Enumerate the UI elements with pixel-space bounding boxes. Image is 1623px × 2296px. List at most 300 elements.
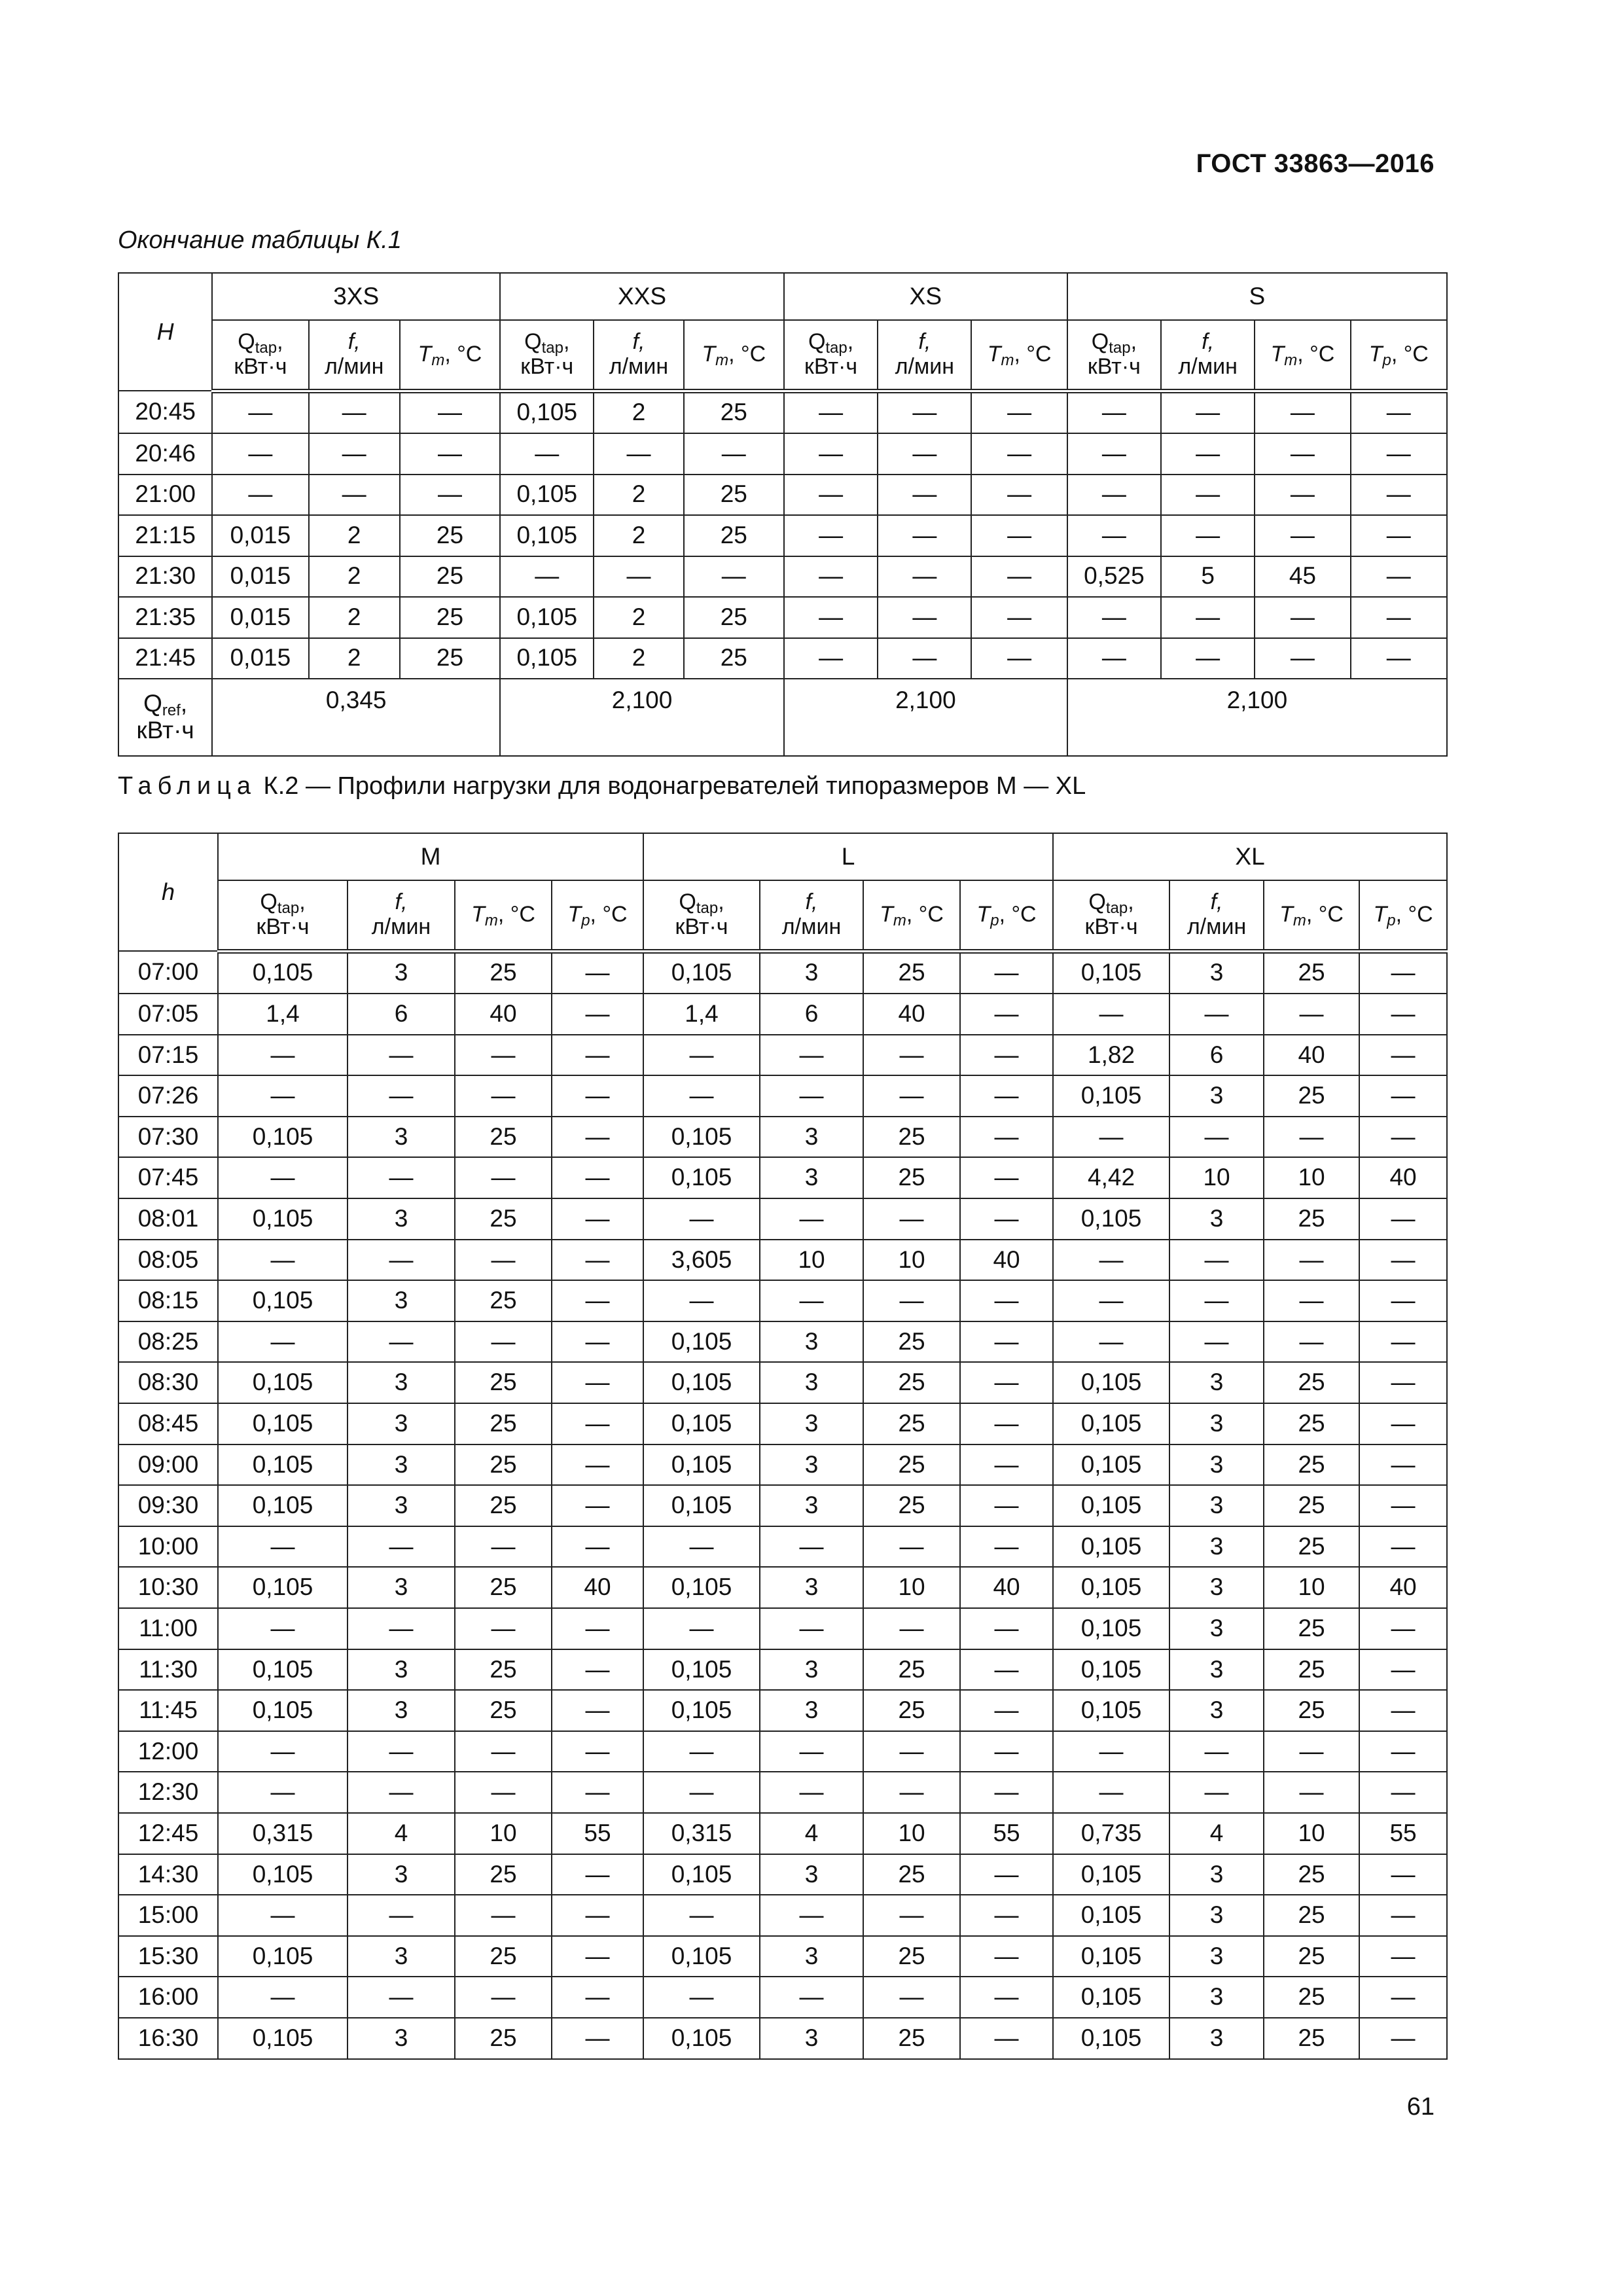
table-k2-subheader-row — [118, 880, 1447, 951]
table-cell: 25 — [684, 391, 784, 433]
table-cell: — — [348, 1772, 455, 1813]
table-cell: — — [309, 391, 400, 433]
table-row — [118, 1485, 1447, 1526]
table-cell: 3 — [348, 1403, 455, 1444]
tm-symbol: T — [880, 902, 893, 927]
tp-unit: , °C — [999, 902, 1037, 927]
table-cell: — — [552, 951, 643, 994]
table-row — [118, 1936, 1447, 1977]
table-cell: 3 — [760, 2018, 863, 2059]
table-cell: — — [552, 1854, 643, 1895]
table-cell: — — [1359, 1403, 1447, 1444]
time-cell: 07:30 — [118, 1117, 218, 1158]
table-cell: — — [1161, 597, 1255, 638]
table-cell: — — [1255, 475, 1350, 516]
table-cell: 3 — [760, 1567, 863, 1608]
table-k1-group-xxs: XXS — [500, 273, 784, 320]
time-cell: 21:35 — [118, 597, 212, 638]
table-cell: 25 — [1264, 1936, 1359, 1977]
table-cell: — — [643, 1075, 760, 1117]
table-cell: 3 — [760, 1485, 863, 1526]
table-cell: 0,105 — [500, 391, 594, 433]
table-cell: — — [1161, 391, 1255, 433]
column-header-q — [212, 320, 308, 391]
table-cell: 0,105 — [218, 951, 348, 994]
table-cell: — — [1161, 475, 1255, 516]
table-cell: — — [212, 433, 308, 475]
table-cell: 55 — [552, 1813, 643, 1854]
document-id: ГОСТ 33863—2016 — [1196, 149, 1435, 178]
table-cell: — — [552, 1649, 643, 1691]
time-cell: 08:01 — [118, 1198, 218, 1240]
f-symbol: f, — [1210, 889, 1223, 915]
table-row — [118, 1035, 1447, 1076]
table-cell: 0,105 — [1053, 951, 1169, 994]
table-cell: 25 — [1264, 1198, 1359, 1240]
table-cell: 10 — [1169, 1157, 1264, 1198]
table-cell: 0,105 — [1053, 1690, 1169, 1731]
table-cell: 0,105 — [1053, 1854, 1169, 1895]
table-cell: — — [212, 391, 308, 433]
time-cell: 21:30 — [118, 556, 212, 598]
tm-subscript: m — [1293, 912, 1306, 930]
table-cell: — — [960, 994, 1053, 1035]
table-cell: — — [218, 1772, 348, 1813]
table-cell: 0,105 — [643, 1117, 760, 1158]
table-cell: 3 — [760, 1444, 863, 1486]
table-cell: 3 — [1169, 1936, 1264, 1977]
tp-unit: , °C — [1391, 342, 1429, 367]
table-cell: — — [1359, 2018, 1447, 2059]
time-cell: 21:00 — [118, 475, 212, 516]
column-header-q — [784, 320, 878, 391]
tm-unit: , °C — [1297, 342, 1335, 367]
table-cell: 3 — [760, 1362, 863, 1403]
table-cell: — — [1255, 515, 1350, 556]
time-cell: 07:26 — [118, 1075, 218, 1117]
table-cell: — — [1053, 1117, 1169, 1158]
table-cell: — — [971, 515, 1067, 556]
time-cell: 11:00 — [118, 1608, 218, 1649]
table-k1-group-s: S — [1067, 273, 1447, 320]
table-cell: — — [348, 1977, 455, 2018]
table-cell: — — [784, 556, 878, 598]
table-cell: 3 — [1169, 1075, 1264, 1117]
table-cell: 3 — [348, 2018, 455, 2059]
column-header-tp — [1359, 880, 1447, 951]
column-header-tp — [960, 880, 1053, 951]
column-header-f — [348, 880, 455, 951]
table-cell: — — [863, 1731, 960, 1772]
column-header-q — [1067, 320, 1161, 391]
table-cell: — — [960, 1936, 1053, 1977]
table-row — [118, 951, 1447, 994]
table-cell: — — [863, 1772, 960, 1813]
table-cell: — — [455, 1731, 552, 1772]
table-cell: 40 — [960, 1567, 1053, 1608]
table-cell: — — [863, 1977, 960, 2018]
table-cell: — — [1359, 1649, 1447, 1691]
q-symbol: Q — [524, 329, 542, 355]
table-cell: — — [552, 1690, 643, 1731]
table-cell: — — [1264, 1240, 1359, 1281]
table-row — [118, 1240, 1447, 1281]
table-cell: 3 — [1169, 1198, 1264, 1240]
table-cell: — — [1067, 475, 1161, 516]
table-cell: 0,105 — [643, 1444, 760, 1486]
q-subscript: tap — [825, 339, 847, 357]
table-cell: — — [1169, 1240, 1264, 1281]
table-cell: — — [878, 475, 971, 516]
table-cell: — — [455, 1895, 552, 1936]
table-cell: 10 — [455, 1813, 552, 1854]
table-cell: 6 — [1169, 1035, 1264, 1076]
table-cell: 0,105 — [643, 1362, 760, 1403]
table-cell: 10 — [863, 1813, 960, 1854]
table-cell: 0,105 — [643, 1321, 760, 1363]
column-header-tm — [684, 320, 784, 391]
column-header-q — [643, 880, 760, 951]
table-cell: 0,105 — [500, 638, 594, 679]
table-cell: — — [552, 1240, 643, 1281]
table-cell: 2 — [594, 638, 683, 679]
table-cell: — — [760, 1280, 863, 1321]
table-cell: 0,105 — [643, 1567, 760, 1608]
table-cell: 5 — [1161, 556, 1255, 598]
table-cell: — — [1169, 994, 1264, 1035]
table-cell: 0,105 — [218, 1198, 348, 1240]
table-cell: 0,105 — [218, 1362, 348, 1403]
table-cell: — — [878, 391, 971, 433]
table-cell: — — [1264, 1280, 1359, 1321]
table-row — [118, 1649, 1447, 1691]
table-cell: — — [960, 1321, 1053, 1363]
table-cell: 2 — [594, 391, 683, 433]
table-cell: — — [1359, 994, 1447, 1035]
table-cell: — — [1067, 597, 1161, 638]
q-symbol: Q — [1091, 329, 1109, 355]
time-cell: 20:45 — [118, 391, 212, 433]
q-subscript: tap — [1109, 339, 1131, 357]
table-cell: 25 — [684, 475, 784, 516]
qref-subscript: ref — [162, 702, 181, 720]
time-cell: 07:00 — [118, 951, 218, 994]
column-header-tm — [971, 320, 1067, 391]
table-cell: — — [552, 1526, 643, 1568]
table-cell: 25 — [863, 1362, 960, 1403]
table-cell: — — [552, 1198, 643, 1240]
f-unit: л/мин — [371, 914, 431, 939]
table-cell: — — [552, 1772, 643, 1813]
table-cell: 3 — [1169, 1526, 1264, 1568]
table-cell: — — [760, 1608, 863, 1649]
table-cell: — — [1359, 1280, 1447, 1321]
f-symbol: f, — [918, 329, 931, 355]
time-cell: 07:15 — [118, 1035, 218, 1076]
table-cell: 3 — [1169, 1567, 1264, 1608]
q-unit: , кВт·ч — [256, 889, 310, 939]
table-cell: 3 — [1169, 1854, 1264, 1895]
table-cell: — — [784, 515, 878, 556]
table-cell: 0,105 — [218, 1485, 348, 1526]
table-cell: — — [400, 391, 500, 433]
time-cell: 08:05 — [118, 1240, 218, 1281]
table-cell: 3 — [1169, 1649, 1264, 1691]
table-cell: — — [455, 1608, 552, 1649]
qref-symbol: Q — [143, 690, 162, 717]
column-header-tm — [863, 880, 960, 951]
time-cell: 14:30 — [118, 1854, 218, 1895]
time-cell: 11:45 — [118, 1690, 218, 1731]
table-cell: — — [552, 1117, 643, 1158]
table-cell: — — [1359, 1240, 1447, 1281]
table-row — [118, 1690, 1447, 1731]
table-cell: — — [455, 1075, 552, 1117]
table-cell: 10 — [1264, 1157, 1359, 1198]
table-cell: 0,105 — [643, 1854, 760, 1895]
table-cell: 0,105 — [643, 2018, 760, 2059]
table-cell: — — [878, 597, 971, 638]
table-row — [118, 1813, 1447, 1854]
table-cell: 0,015 — [212, 515, 308, 556]
table-cell: — — [400, 475, 500, 516]
table-cell: — — [1053, 1321, 1169, 1363]
table-cell: — — [552, 1977, 643, 2018]
table-row — [118, 1157, 1447, 1198]
table-cell: 3 — [348, 1198, 455, 1240]
table-cell: — — [960, 1444, 1053, 1486]
table-row — [118, 1731, 1447, 1772]
table-cell: — — [218, 1895, 348, 1936]
time-cell: 12:30 — [118, 1772, 218, 1813]
table-cell: 25 — [455, 1567, 552, 1608]
table-cell: — — [643, 1608, 760, 1649]
table-cell: 0,105 — [643, 1403, 760, 1444]
table-row — [118, 433, 1447, 475]
q-symbol: Q — [679, 889, 696, 915]
f-unit: л/мин — [895, 353, 955, 379]
table-cell: 25 — [1264, 1444, 1359, 1486]
table-cell: 4 — [348, 1813, 455, 1854]
table-cell: 0,735 — [1053, 1813, 1169, 1854]
table-cell: — — [960, 1731, 1053, 1772]
table-cell: — — [1359, 1772, 1447, 1813]
time-cell: 09:00 — [118, 1444, 218, 1486]
table-cell: — — [1264, 1731, 1359, 1772]
table-cell: 55 — [960, 1813, 1053, 1854]
column-header-tm — [400, 320, 500, 391]
q-subscript: tap — [277, 899, 300, 918]
table-cell: 1,82 — [1053, 1035, 1169, 1076]
table-cell: — — [218, 1977, 348, 2018]
column-header-tp — [1351, 320, 1447, 391]
table-cell: 0,105 — [1053, 1362, 1169, 1403]
table-k2-group-l: L — [643, 833, 1053, 880]
table-cell: 3 — [348, 1280, 455, 1321]
table-cell: — — [1255, 391, 1350, 433]
table-cell: — — [1067, 638, 1161, 679]
q-unit: , кВт·ч — [804, 329, 858, 379]
table-cell: 25 — [863, 951, 960, 994]
tp-subscript: p — [1387, 912, 1396, 930]
q-unit: , кВт·ч — [520, 329, 574, 379]
q-subscript: tap — [541, 339, 563, 357]
time-cell: 15:00 — [118, 1895, 218, 1936]
table-cell: 0,105 — [1053, 1977, 1169, 2018]
table-cell: — — [760, 1035, 863, 1076]
table-cell: 25 — [863, 1485, 960, 1526]
table-cell: 45 — [1255, 556, 1350, 598]
qref-unit: , кВт·ч — [136, 690, 194, 744]
table-cell: — — [1169, 1772, 1264, 1813]
table-cell: 40 — [1359, 1567, 1447, 1608]
table-cell: — — [552, 1321, 643, 1363]
table-cell: — — [1264, 1772, 1359, 1813]
table-cell: 3 — [1169, 1362, 1264, 1403]
table-cell: — — [643, 1731, 760, 1772]
time-cell: 09:30 — [118, 1485, 218, 1526]
table-row — [118, 1977, 1447, 2018]
table-cell: — — [960, 2018, 1053, 2059]
table-cell: 0,315 — [643, 1813, 760, 1854]
table-cell: 25 — [400, 597, 500, 638]
table-cell: 25 — [455, 1362, 552, 1403]
table-cell: 3 — [760, 951, 863, 994]
table-cell: 25 — [863, 2018, 960, 2059]
table-cell: 0,105 — [1053, 2018, 1169, 2059]
table-cell: — — [760, 1526, 863, 1568]
table-cell: 10 — [1264, 1813, 1359, 1854]
table-cell: 6 — [348, 994, 455, 1035]
tm-subscript: m — [431, 351, 445, 370]
table-cell: — — [643, 1772, 760, 1813]
table-cell: — — [760, 1731, 863, 1772]
table-cell: — — [1351, 638, 1447, 679]
table-cell: 3 — [348, 1567, 455, 1608]
table-row — [118, 1608, 1447, 1649]
table-cell: 3 — [1169, 1444, 1264, 1486]
table-k2-body — [118, 951, 1447, 2059]
column-header-f — [1161, 320, 1255, 391]
table-row — [118, 1526, 1447, 1568]
f-unit: л/мин — [781, 914, 842, 939]
q-unit: , кВт·ч — [1084, 889, 1138, 939]
table-cell: — — [643, 1895, 760, 1936]
table-cell: 10 — [760, 1240, 863, 1281]
table-cell: — — [1359, 1977, 1447, 2018]
table-cell: — — [960, 1157, 1053, 1198]
tp-subscript: p — [990, 912, 999, 930]
table-cell: 2 — [309, 556, 400, 598]
column-header-f — [760, 880, 863, 951]
table-cell: 3 — [348, 1936, 455, 1977]
table-k1-group-3xs: 3XS — [212, 273, 500, 320]
time-cell: 07:05 — [118, 994, 218, 1035]
table-cell: 0,015 — [212, 638, 308, 679]
table-cell: — — [1067, 433, 1161, 475]
table-cell: — — [863, 1035, 960, 1076]
table-cell: 0,525 — [1067, 556, 1161, 598]
tm-unit: , °C — [906, 902, 944, 927]
table-k1-group-xs: XS — [784, 273, 1067, 320]
table-cell: — — [594, 556, 683, 598]
table-cell: 0,105 — [218, 1854, 348, 1895]
table-cell: 25 — [1264, 1485, 1359, 1526]
table-cell: 25 — [863, 1117, 960, 1158]
table-cell: 3 — [1169, 2018, 1264, 2059]
table-cell: — — [863, 1526, 960, 1568]
column-header-q — [500, 320, 594, 391]
table-cell: 6 — [760, 994, 863, 1035]
table-cell: 1,4 — [218, 994, 348, 1035]
table-cell: — — [218, 1157, 348, 1198]
table-cell: 0,105 — [218, 1280, 348, 1321]
tm-symbol: T — [471, 902, 485, 927]
qref-row — [118, 679, 1447, 756]
table-cell: — — [348, 1075, 455, 1117]
table-cell: 0,105 — [643, 1649, 760, 1691]
table-cell: 0,015 — [212, 597, 308, 638]
table-cell: 3 — [348, 1362, 455, 1403]
time-cell: 21:45 — [118, 638, 212, 679]
table-cell: — — [960, 1403, 1053, 1444]
table-cell: — — [643, 1035, 760, 1076]
tp-symbol: T — [1373, 902, 1387, 927]
table-row — [118, 597, 1447, 638]
table-cell: 25 — [1264, 1854, 1359, 1895]
table-cell: — — [960, 951, 1053, 994]
table-cell: — — [960, 1280, 1053, 1321]
table-cell: — — [960, 1117, 1053, 1158]
table-cell: — — [1359, 1362, 1447, 1403]
table-cell: 3 — [1169, 1485, 1264, 1526]
table-cell: — — [1067, 515, 1161, 556]
table-cell: — — [348, 1526, 455, 1568]
table-cell: — — [1053, 1731, 1169, 1772]
time-cell: 16:00 — [118, 1977, 218, 2018]
table-cell: — — [500, 433, 594, 475]
table-cell: — — [309, 433, 400, 475]
table-cell: 0,105 — [500, 597, 594, 638]
tm-symbol: T — [418, 342, 432, 367]
qref-label — [118, 679, 212, 756]
time-cell: 10:30 — [118, 1567, 218, 1608]
table-cell: — — [1359, 1526, 1447, 1568]
table-cell: — — [552, 1157, 643, 1198]
table-cell: — — [878, 433, 971, 475]
table-cell: — — [784, 475, 878, 516]
table-cell: 3 — [348, 1444, 455, 1486]
table-cell: 25 — [863, 1403, 960, 1444]
table-cell: — — [878, 638, 971, 679]
table-cell: 3 — [348, 1690, 455, 1731]
table-cell: — — [1053, 994, 1169, 1035]
qref-value: 2,100 — [784, 679, 1067, 756]
table-cell: 0,105 — [500, 515, 594, 556]
table-cell: — — [1351, 433, 1447, 475]
table-cell: 0,105 — [218, 1936, 348, 1977]
column-header-tm — [455, 880, 552, 951]
table-cell: — — [1169, 1280, 1264, 1321]
f-symbol: f, — [395, 889, 408, 915]
table-cell: 40 — [863, 994, 960, 1035]
table-cell: — — [552, 1485, 643, 1526]
table-cell: — — [594, 433, 683, 475]
table-cell: — — [1359, 1936, 1447, 1977]
time-cell: 08:45 — [118, 1403, 218, 1444]
table-cell: 25 — [1264, 1075, 1359, 1117]
table-row — [118, 1362, 1447, 1403]
